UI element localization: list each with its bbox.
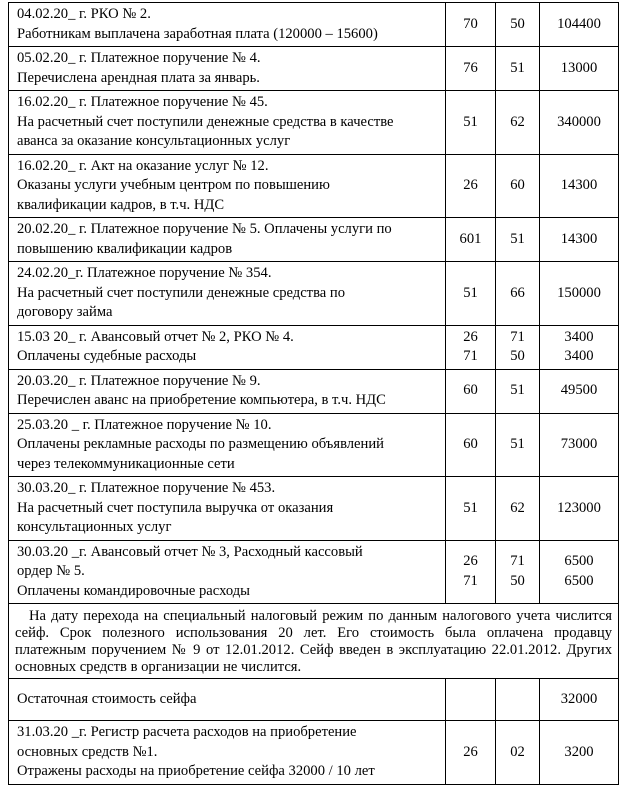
entry-amount: [540, 325, 619, 369]
journal-entry-row: [9, 540, 619, 604]
entry-debit-account-value: 51: [463, 284, 478, 301]
final-entry-line: 31.03.20 _г. Регистр расчета расходов на приобретение: [17, 724, 357, 740]
entry-credit-account: [496, 218, 540, 262]
entry-debit-account-value: 51: [463, 113, 478, 130]
entry-debit-account-value: 26: [463, 328, 478, 345]
entry-credit-account: [496, 477, 540, 541]
entry-description: [9, 3, 446, 47]
entry-description-line: через телекоммуникационные сети: [17, 455, 235, 472]
entry-amount-value: 150000: [557, 284, 601, 301]
entry-description-line: На расчетный счет поступили денежные средства в качестве: [17, 113, 394, 130]
entry-credit-account: [496, 91, 540, 155]
entry-description: [9, 218, 446, 262]
entry-credit-account: [496, 47, 540, 91]
entry-debit-account-value: 76: [463, 59, 478, 76]
entry-description-line: 16.02.20_ г. Платежное поручение № 45.: [17, 94, 268, 110]
entry-amount-value: 6500: [564, 553, 594, 570]
entry-description-line: 16.02.20_ г. Акт на оказание услуг № 12.: [17, 157, 269, 174]
entry-debit-account-value: 601: [459, 230, 482, 247]
entry-description-line: Оплачены рекламные расходы по размещению объявлений: [17, 436, 384, 452]
residual-credit: [496, 679, 540, 721]
entry-description: [9, 91, 446, 155]
entry-credit-account-value: 51: [510, 59, 525, 76]
entry-amount: [540, 3, 619, 47]
note-cell: [9, 604, 619, 679]
entry-debit-account-value: 71: [463, 572, 478, 589]
entry-amount-value: 3400: [564, 348, 594, 364]
entry-description: [9, 540, 446, 604]
entry-description-line: консультационных услуг: [17, 519, 172, 535]
entry-amount-value: 3400: [564, 328, 594, 345]
entry-credit-account-value: 71: [510, 553, 525, 570]
entry-amount: [540, 47, 619, 91]
entry-credit-account-value: 50: [510, 15, 525, 32]
journal-table: [8, 2, 619, 785]
entry-amount-value: 73000: [560, 436, 598, 452]
entry-amount: [540, 540, 619, 604]
entry-description-line: аванса за оказание консультационных услуг: [17, 133, 291, 149]
residual-amount: 32000: [540, 679, 619, 721]
journal-sheet: [8, 2, 618, 785]
entry-description-line: Оплачены судебные расходы: [17, 348, 197, 364]
entry-debit-account: [446, 218, 496, 262]
note-row: [9, 604, 619, 679]
entry-credit-account: [496, 413, 540, 477]
entry-description: [9, 154, 446, 218]
entry-description: [9, 413, 446, 477]
entry-amount-value: 49500: [560, 382, 598, 399]
note-text: На дату перехода на специальный налоговый режим по данным налогового учета числится сейф. Срок полезного использования 20 лет. Его стоимость была оплачена продавцу платежным поручением № 9 от 12.01.2012. Сейф введен в эксплуатацию 22.01.2012. Других основных средств в организации не числится.: [15, 608, 612, 675]
entry-credit-account: [496, 369, 540, 413]
entry-debit-account-value: 26: [463, 553, 478, 570]
journal-entry-row: [9, 369, 619, 413]
entry-amount-value: 104400: [557, 15, 601, 32]
entry-amount: [540, 477, 619, 541]
entry-description-line: Работникам выплачена заработная плата (120000 – 15600): [17, 25, 378, 42]
entry-amount: [540, 218, 619, 262]
entry-amount: [540, 262, 619, 326]
residual-debit: [446, 679, 496, 721]
entry-credit-account: [496, 3, 540, 47]
entry-description-line: 20.02.20_ г. Платежное поручение № 5. Оплачены услуги по: [17, 221, 392, 237]
entry-description: [9, 325, 446, 369]
entry-debit-account-value: 71: [463, 348, 478, 364]
final-entry-row: [9, 721, 619, 785]
entry-description-line: На расчетный счет поступили денежные средства по: [17, 284, 345, 301]
entry-debit-account: [446, 540, 496, 604]
journal-entry-row: [9, 413, 619, 477]
final-entry-line: основных средств №1.: [17, 743, 158, 760]
entry-debit-account: [446, 47, 496, 91]
entry-debit-account: [446, 325, 496, 369]
entry-description: [9, 477, 446, 541]
entry-description-line: 15.03 20_ г. Авансовый отчет № 2, РКО № 4.: [17, 328, 294, 345]
journal-entry-row: [9, 218, 619, 262]
entry-debit-account-value: 26: [463, 177, 478, 193]
entry-description-line: Оплачены командировочные расходы: [17, 582, 250, 599]
entry-credit-account: [496, 154, 540, 218]
entry-amount-value: 13000: [560, 59, 598, 76]
entry-description-line: 20.03.20_ г. Платежное поручение № 9.: [17, 372, 261, 389]
entry-amount-value: 6500: [564, 572, 594, 589]
entry-description-line: Оказаны услуги учебным центром по повышению: [17, 177, 330, 193]
final-entry-credit: 02: [496, 721, 540, 785]
entry-debit-account: [446, 477, 496, 541]
entry-debit-account: [446, 3, 496, 47]
entry-credit-account-value: 62: [510, 499, 525, 516]
journal-entry-row: [9, 262, 619, 326]
entry-debit-account: [446, 413, 496, 477]
entry-amount-value: 14300: [560, 177, 598, 193]
entry-description-line: договору займа: [17, 304, 113, 320]
journal-entry-row: [9, 325, 619, 369]
final-entry-line: Отражены расходы на приобретение сейфа 32000 / 10 лет: [17, 763, 375, 779]
entry-debit-account: [446, 91, 496, 155]
entry-description-line: 24.02.20_г. Платежное поручение № 354.: [17, 265, 272, 281]
residual-label: Остаточная стоимость сейфа: [9, 679, 446, 721]
entry-credit-account-value: 51: [510, 230, 525, 247]
entry-amount: [540, 369, 619, 413]
entry-credit-account: [496, 540, 540, 604]
entry-debit-account: [446, 369, 496, 413]
final-entry-debit: 26: [446, 721, 496, 785]
entry-description-line: 25.03.20 _ г. Платежное поручение № 10.: [17, 416, 272, 433]
journal-entry-row: [9, 47, 619, 91]
entry-credit-account-value: 71: [510, 328, 525, 345]
entry-credit-account-value: 66: [510, 284, 525, 301]
entry-credit-account-value: 51: [510, 436, 525, 452]
residual-row: [9, 679, 619, 721]
entry-credit-account-value: 50: [510, 572, 525, 589]
journal-entry-row: [9, 3, 619, 47]
entry-description-line: квалификации кадров, в т.ч. НДС: [17, 196, 225, 213]
entry-credit-account-value: 50: [510, 348, 525, 364]
entry-amount-value: 123000: [557, 499, 601, 516]
entry-description-line: Перечислен аванс на приобретение компьютера, в т.ч. НДС: [17, 392, 386, 408]
entry-description: [9, 369, 446, 413]
entry-credit-account-value: 60: [510, 177, 525, 193]
entry-credit-account-value: 62: [510, 113, 525, 130]
final-entry-description: [9, 721, 446, 785]
final-entry-amount: 3200: [540, 721, 619, 785]
entry-debit-account-value: 60: [463, 382, 478, 399]
journal-entry-row: [9, 91, 619, 155]
entry-credit-account: [496, 325, 540, 369]
entry-description-line: 30.03.20_ г. Платежное поручение № 453.: [17, 480, 276, 496]
entry-description: [9, 47, 446, 91]
journal-entry-row: [9, 154, 619, 218]
entry-amount-value: 340000: [557, 113, 601, 130]
entry-credit-account-value: 51: [510, 382, 525, 399]
entry-description-line: повышению квалификации кадров: [17, 240, 233, 257]
entry-description-line: На расчетный счет поступила выручка от оказания: [17, 499, 334, 516]
entry-description: [9, 262, 446, 326]
entry-debit-account-value: 51: [463, 499, 478, 516]
entries-body: [9, 3, 619, 604]
entry-description-line: 04.02.20_ г. РКО № 2.: [17, 6, 151, 22]
entry-description-line: ордер № 5.: [17, 563, 85, 579]
entry-credit-account: [496, 262, 540, 326]
entry-amount: [540, 154, 619, 218]
entry-amount: [540, 413, 619, 477]
entry-description-line: 30.03.20 _г. Авансовый отчет № 3, Расходный кассовый: [17, 543, 363, 560]
entry-debit-account-value: 60: [463, 436, 478, 452]
entry-amount-value: 14300: [560, 230, 598, 247]
journal-entry-row: [9, 477, 619, 541]
entry-debit-account-value: 70: [463, 15, 478, 32]
entry-debit-account: [446, 262, 496, 326]
entry-description-line: 05.02.20_ г. Платежное поручение № 4.: [17, 50, 261, 66]
entry-description-line: Перечислена арендная плата за январь.: [17, 69, 260, 86]
entry-amount: [540, 91, 619, 155]
entry-debit-account: [446, 154, 496, 218]
